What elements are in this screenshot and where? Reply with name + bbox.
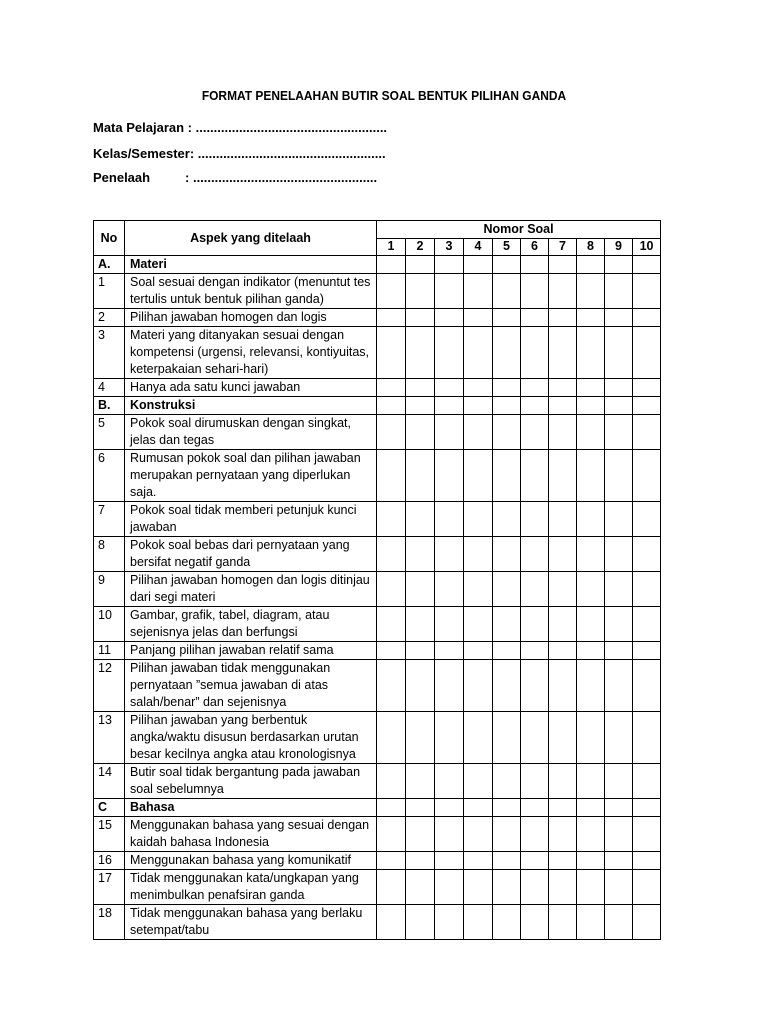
- table-row: [94, 607, 661, 642]
- check-cell[interactable]: [605, 450, 633, 502]
- check-cell[interactable]: [377, 327, 406, 379]
- check-cell[interactable]: [577, 572, 605, 607]
- row-number: 18: [94, 905, 125, 940]
- table-row: [94, 905, 661, 940]
- table-section-row: [94, 256, 661, 274]
- check-cell[interactable]: [521, 274, 549, 309]
- check-cell[interactable]: [435, 274, 464, 309]
- section-title: Materi: [125, 256, 377, 274]
- check-cell[interactable]: [406, 537, 435, 572]
- check-cell[interactable]: [435, 327, 464, 379]
- table-row: [94, 817, 661, 852]
- check-cell[interactable]: [406, 274, 435, 309]
- check-cell[interactable]: [577, 764, 605, 799]
- check-cell[interactable]: [493, 256, 521, 274]
- check-cell[interactable]: [406, 397, 435, 415]
- check-cell[interactable]: [406, 256, 435, 274]
- check-cell[interactable]: [464, 712, 493, 764]
- check-cell[interactable]: [549, 799, 577, 817]
- table-row: [94, 852, 661, 870]
- check-cell[interactable]: [549, 502, 577, 537]
- check-cell[interactable]: [605, 397, 633, 415]
- check-cell[interactable]: [521, 379, 549, 397]
- row-number: 12: [94, 660, 125, 712]
- check-cell[interactable]: [633, 607, 661, 642]
- row-number: 10: [94, 607, 125, 642]
- check-cell[interactable]: [521, 712, 549, 764]
- check-cell[interactable]: [605, 852, 633, 870]
- aspect-text: Menggunakan bahasa yang komunikatif: [125, 852, 377, 870]
- aspect-text: Materi yang ditanyakan sesuai dengan kompetensi (urgensi, relevansi, kontiyuitas, keterpakaian sehari-hari): [125, 327, 377, 379]
- check-cell[interactable]: [493, 415, 521, 450]
- check-cell[interactable]: [521, 327, 549, 379]
- check-cell[interactable]: [549, 309, 577, 327]
- row-number: 1: [94, 274, 125, 309]
- check-cell[interactable]: [377, 415, 406, 450]
- check-cell[interactable]: [605, 660, 633, 712]
- check-cell[interactable]: [406, 642, 435, 660]
- check-cell[interactable]: [521, 607, 549, 642]
- check-cell[interactable]: [577, 870, 605, 905]
- row-number: 13: [94, 712, 125, 764]
- check-cell[interactable]: [406, 764, 435, 799]
- aspect-text: Hanya ada satu kunci jawaban: [125, 379, 377, 397]
- check-cell[interactable]: [549, 712, 577, 764]
- table-row: [94, 642, 661, 660]
- check-cell[interactable]: [435, 799, 464, 817]
- check-cell[interactable]: [577, 712, 605, 764]
- col-header-number: 4: [464, 238, 493, 256]
- check-cell[interactable]: [577, 642, 605, 660]
- check-cell[interactable]: [435, 397, 464, 415]
- check-cell[interactable]: [493, 642, 521, 660]
- check-cell[interactable]: [435, 870, 464, 905]
- check-cell[interactable]: [406, 905, 435, 940]
- check-cell[interactable]: [633, 274, 661, 309]
- check-cell[interactable]: [549, 870, 577, 905]
- check-cell[interactable]: [435, 817, 464, 852]
- check-cell[interactable]: [464, 642, 493, 660]
- meta-class-blank: ....................................................: [194, 146, 386, 161]
- row-number: B.: [94, 397, 125, 415]
- check-cell[interactable]: [377, 799, 406, 817]
- check-cell[interactable]: [605, 764, 633, 799]
- check-cell[interactable]: [549, 397, 577, 415]
- col-header-nomor-soal: Nomor Soal: [377, 221, 661, 239]
- check-cell[interactable]: [633, 327, 661, 379]
- check-cell[interactable]: [605, 642, 633, 660]
- col-header-number: 2: [406, 238, 435, 256]
- check-cell[interactable]: [493, 799, 521, 817]
- section-title: Konstruksi: [125, 397, 377, 415]
- check-cell[interactable]: [549, 274, 577, 309]
- check-cell[interactable]: [605, 712, 633, 764]
- check-cell[interactable]: [435, 572, 464, 607]
- check-cell[interactable]: [406, 379, 435, 397]
- check-cell[interactable]: [549, 450, 577, 502]
- check-cell[interactable]: [493, 379, 521, 397]
- check-cell[interactable]: [435, 450, 464, 502]
- check-cell[interactable]: [549, 537, 577, 572]
- check-cell[interactable]: [577, 852, 605, 870]
- col-header-number: 5: [493, 238, 521, 256]
- check-cell[interactable]: [406, 817, 435, 852]
- check-cell[interactable]: [633, 764, 661, 799]
- check-cell[interactable]: [577, 799, 605, 817]
- check-cell[interactable]: [521, 799, 549, 817]
- check-cell[interactable]: [493, 660, 521, 712]
- check-cell[interactable]: [633, 572, 661, 607]
- aspect-text: Rumusan pokok soal dan pilihan jawaban merupakan pernyataan yang diperlukan saja.: [125, 450, 377, 502]
- check-cell[interactable]: [377, 607, 406, 642]
- check-cell[interactable]: [493, 607, 521, 642]
- check-cell[interactable]: [521, 397, 549, 415]
- check-cell[interactable]: [464, 905, 493, 940]
- check-cell[interactable]: [493, 764, 521, 799]
- check-cell[interactable]: [406, 852, 435, 870]
- aspect-text: Pokok soal tidak memberi petunjuk kunci jawaban: [125, 502, 377, 537]
- col-header-number: 1: [377, 238, 406, 256]
- check-cell[interactable]: [435, 764, 464, 799]
- check-cell[interactable]: [521, 817, 549, 852]
- check-cell[interactable]: [377, 379, 406, 397]
- check-cell[interactable]: [521, 415, 549, 450]
- check-cell[interactable]: [633, 379, 661, 397]
- aspect-text: Pilihan jawaban yang berbentuk angka/waktu disusun berdasarkan urutan besar kecilnya angka atau kronologisnya: [125, 712, 377, 764]
- check-cell[interactable]: [577, 309, 605, 327]
- check-cell[interactable]: [493, 327, 521, 379]
- check-cell[interactable]: [377, 256, 406, 274]
- row-number: 9: [94, 572, 125, 607]
- row-number: 16: [94, 852, 125, 870]
- check-cell[interactable]: [549, 415, 577, 450]
- check-cell[interactable]: [464, 379, 493, 397]
- col-header-number: 6: [521, 238, 549, 256]
- table-row: [94, 870, 661, 905]
- check-cell[interactable]: [605, 817, 633, 852]
- check-cell[interactable]: [435, 642, 464, 660]
- check-cell[interactable]: [577, 502, 605, 537]
- check-cell[interactable]: [464, 415, 493, 450]
- check-cell[interactable]: [633, 870, 661, 905]
- meta-reviewer-blank: ...................................................: [189, 170, 378, 185]
- table-row: [94, 379, 661, 397]
- check-cell[interactable]: [633, 537, 661, 572]
- check-cell[interactable]: [549, 607, 577, 642]
- check-cell[interactable]: [493, 712, 521, 764]
- aspect-text: Soal sesuai dengan indikator (menuntut tes tertulis untuk bentuk pilihan ganda): [125, 274, 377, 309]
- check-cell[interactable]: [549, 327, 577, 379]
- check-cell[interactable]: [605, 379, 633, 397]
- table-row: [94, 712, 661, 764]
- check-cell[interactable]: [435, 502, 464, 537]
- check-cell[interactable]: [521, 764, 549, 799]
- check-cell[interactable]: [464, 572, 493, 607]
- row-number: 17: [94, 870, 125, 905]
- check-cell[interactable]: [633, 712, 661, 764]
- review-table: [93, 220, 661, 940]
- check-cell[interactable]: [521, 905, 549, 940]
- section-title: Bahasa: [125, 799, 377, 817]
- check-cell[interactable]: [549, 256, 577, 274]
- check-cell[interactable]: [493, 817, 521, 852]
- check-cell[interactable]: [377, 660, 406, 712]
- check-cell[interactable]: [377, 870, 406, 905]
- check-cell[interactable]: [406, 660, 435, 712]
- check-cell[interactable]: [549, 379, 577, 397]
- check-cell[interactable]: [577, 450, 605, 502]
- check-cell[interactable]: [549, 642, 577, 660]
- check-cell[interactable]: [633, 415, 661, 450]
- check-cell[interactable]: [521, 537, 549, 572]
- col-header-aspek: Aspek yang ditelaah: [125, 221, 377, 256]
- aspect-text: Pilihan jawaban tidak menggunakan pernyataan ”semua jawaban di atas salah/benar” dan sejenisnya: [125, 660, 377, 712]
- check-cell[interactable]: [633, 799, 661, 817]
- check-cell[interactable]: [406, 870, 435, 905]
- check-cell[interactable]: [435, 256, 464, 274]
- check-cell[interactable]: [464, 764, 493, 799]
- check-cell[interactable]: [577, 607, 605, 642]
- check-cell[interactable]: [605, 274, 633, 309]
- aspect-text: Pokok soal dirumuskan dengan singkat, jelas dan tegas: [125, 415, 377, 450]
- col-header-no: No: [94, 221, 125, 256]
- meta-class-semester: [93, 146, 386, 161]
- table-row: [94, 327, 661, 379]
- meta-reviewer-sep: :: [185, 170, 190, 185]
- check-cell[interactable]: [633, 256, 661, 274]
- col-header-number: 8: [577, 238, 605, 256]
- check-cell[interactable]: [577, 537, 605, 572]
- check-cell[interactable]: [377, 642, 406, 660]
- meta-reviewer: [93, 170, 377, 185]
- row-number: 7: [94, 502, 125, 537]
- check-cell[interactable]: [577, 327, 605, 379]
- check-cell[interactable]: [521, 572, 549, 607]
- check-cell[interactable]: [464, 274, 493, 309]
- check-cell[interactable]: [493, 450, 521, 502]
- check-cell[interactable]: [406, 415, 435, 450]
- check-cell[interactable]: [521, 502, 549, 537]
- meta-subject-blank: .....................................................: [192, 120, 388, 135]
- check-cell[interactable]: [605, 607, 633, 642]
- check-cell[interactable]: [435, 415, 464, 450]
- row-number: A.: [94, 256, 125, 274]
- check-cell[interactable]: [605, 502, 633, 537]
- check-cell[interactable]: [549, 764, 577, 799]
- check-cell[interactable]: [577, 415, 605, 450]
- aspect-text: Pilihan jawaban homogen dan logis: [125, 309, 377, 327]
- aspect-text: Pokok soal bebas dari pernyataan yang bersifat negatif ganda: [125, 537, 377, 572]
- check-cell[interactable]: [605, 905, 633, 940]
- check-cell[interactable]: [549, 572, 577, 607]
- check-cell[interactable]: [435, 905, 464, 940]
- check-cell[interactable]: [464, 660, 493, 712]
- check-cell[interactable]: [633, 309, 661, 327]
- page-title: FORMAT PENELAAHAN BUTIR SOAL BENTUK PILIHAN GANDA: [201, 88, 567, 103]
- aspect-text: Tidak menggunakan bahasa yang berlaku setempat/tabu: [125, 905, 377, 940]
- check-cell[interactable]: [633, 642, 661, 660]
- check-cell[interactable]: [577, 905, 605, 940]
- check-cell[interactable]: [633, 852, 661, 870]
- check-cell[interactable]: [406, 327, 435, 379]
- check-cell[interactable]: [464, 502, 493, 537]
- table-row: [94, 572, 661, 607]
- table-row: [94, 450, 661, 502]
- check-cell[interactable]: [605, 256, 633, 274]
- table-row: [94, 502, 661, 537]
- table-row: [94, 274, 661, 309]
- check-cell[interactable]: [464, 309, 493, 327]
- col-header-number: 9: [605, 238, 633, 256]
- row-number: 2: [94, 309, 125, 327]
- col-header-number: 10: [633, 238, 661, 256]
- check-cell[interactable]: [633, 905, 661, 940]
- table-section-row: [94, 799, 661, 817]
- check-cell[interactable]: [435, 607, 464, 642]
- check-cell[interactable]: [577, 274, 605, 309]
- check-cell[interactable]: [605, 870, 633, 905]
- check-cell[interactable]: [633, 450, 661, 502]
- check-cell[interactable]: [377, 905, 406, 940]
- check-cell[interactable]: [377, 450, 406, 502]
- check-cell[interactable]: [493, 274, 521, 309]
- check-cell[interactable]: [577, 397, 605, 415]
- meta-subject: [93, 120, 387, 135]
- check-cell[interactable]: [464, 817, 493, 852]
- row-number: 8: [94, 537, 125, 572]
- row-number: C: [94, 799, 125, 817]
- check-cell[interactable]: [464, 327, 493, 379]
- meta-reviewer-label: Penelaah: [93, 170, 151, 185]
- check-cell[interactable]: [605, 415, 633, 450]
- check-cell[interactable]: [605, 309, 633, 327]
- check-cell[interactable]: [377, 537, 406, 572]
- check-cell[interactable]: [435, 660, 464, 712]
- check-cell[interactable]: [605, 799, 633, 817]
- check-cell[interactable]: [521, 852, 549, 870]
- check-cell[interactable]: [493, 502, 521, 537]
- check-cell[interactable]: [406, 502, 435, 537]
- row-number: 6: [94, 450, 125, 502]
- check-cell[interactable]: [464, 397, 493, 415]
- check-cell[interactable]: [435, 712, 464, 764]
- check-cell[interactable]: [435, 309, 464, 327]
- check-cell[interactable]: [493, 870, 521, 905]
- check-cell[interactable]: [464, 450, 493, 502]
- check-cell[interactable]: [549, 852, 577, 870]
- row-number: 4: [94, 379, 125, 397]
- check-cell[interactable]: [493, 537, 521, 572]
- check-cell[interactable]: [605, 327, 633, 379]
- table-row: [94, 309, 661, 327]
- aspect-text: Panjang pilihan jawaban relatif sama: [125, 642, 377, 660]
- check-cell[interactable]: [493, 852, 521, 870]
- table-row: [94, 537, 661, 572]
- check-cell[interactable]: [493, 572, 521, 607]
- check-cell[interactable]: [377, 274, 406, 309]
- check-cell[interactable]: [406, 309, 435, 327]
- check-cell[interactable]: [406, 799, 435, 817]
- check-cell[interactable]: [406, 572, 435, 607]
- check-cell[interactable]: [435, 379, 464, 397]
- check-cell[interactable]: [406, 450, 435, 502]
- check-cell[interactable]: [577, 379, 605, 397]
- check-cell[interactable]: [377, 817, 406, 852]
- check-cell[interactable]: [464, 799, 493, 817]
- check-cell[interactable]: [605, 572, 633, 607]
- check-cell[interactable]: [377, 764, 406, 799]
- check-cell[interactable]: [633, 660, 661, 712]
- check-cell[interactable]: [577, 660, 605, 712]
- meta-class-label: Kelas/Semester:: [93, 146, 195, 161]
- check-cell[interactable]: [577, 256, 605, 274]
- check-cell[interactable]: [493, 905, 521, 940]
- check-cell[interactable]: [435, 852, 464, 870]
- check-cell[interactable]: [406, 712, 435, 764]
- check-cell[interactable]: [521, 870, 549, 905]
- check-cell[interactable]: [605, 537, 633, 572]
- check-cell[interactable]: [377, 572, 406, 607]
- aspect-text: Gambar, grafik, tabel, diagram, atau sejenisnya jelas dan berfungsi: [125, 607, 377, 642]
- check-cell[interactable]: [377, 309, 406, 327]
- table-section-row: [94, 397, 661, 415]
- check-cell[interactable]: [633, 502, 661, 537]
- check-cell[interactable]: [521, 450, 549, 502]
- table-row: [94, 660, 661, 712]
- col-header-number: 7: [549, 238, 577, 256]
- row-number: 15: [94, 817, 125, 852]
- aspect-text: Menggunakan bahasa yang sesuai dengan kaidah bahasa Indonesia: [125, 817, 377, 852]
- check-cell[interactable]: [377, 852, 406, 870]
- check-cell[interactable]: [464, 852, 493, 870]
- check-cell[interactable]: [577, 817, 605, 852]
- check-cell[interactable]: [549, 660, 577, 712]
- col-header-number: 3: [435, 238, 464, 256]
- row-number: 3: [94, 327, 125, 379]
- check-cell[interactable]: [377, 502, 406, 537]
- table-row: [94, 415, 661, 450]
- meta-subject-label: Mata Pelajaran :: [93, 120, 192, 135]
- check-cell[interactable]: [435, 537, 464, 572]
- check-cell[interactable]: [464, 537, 493, 572]
- check-cell[interactable]: [464, 870, 493, 905]
- check-cell[interactable]: [493, 309, 521, 327]
- check-cell[interactable]: [464, 256, 493, 274]
- check-cell[interactable]: [377, 712, 406, 764]
- check-cell[interactable]: [633, 397, 661, 415]
- check-cell[interactable]: [464, 607, 493, 642]
- check-cell[interactable]: [521, 642, 549, 660]
- check-cell[interactable]: [521, 660, 549, 712]
- aspect-text: Tidak menggunakan kata/ungkapan yang menimbulkan penafsiran ganda: [125, 870, 377, 905]
- aspect-text: Butir soal tidak bergantung pada jawaban soal sebelumnya: [125, 764, 377, 799]
- check-cell[interactable]: [493, 397, 521, 415]
- row-number: 14: [94, 764, 125, 799]
- check-cell[interactable]: [549, 817, 577, 852]
- table-row: [94, 764, 661, 799]
- check-cell[interactable]: [377, 397, 406, 415]
- row-number: 5: [94, 415, 125, 450]
- check-cell[interactable]: [406, 607, 435, 642]
- check-cell[interactable]: [521, 256, 549, 274]
- check-cell[interactable]: [633, 817, 661, 852]
- aspect-text: Pilihan jawaban homogen dan logis ditinjau dari segi materi: [125, 572, 377, 607]
- row-number: 11: [94, 642, 125, 660]
- check-cell[interactable]: [549, 905, 577, 940]
- check-cell[interactable]: [521, 309, 549, 327]
